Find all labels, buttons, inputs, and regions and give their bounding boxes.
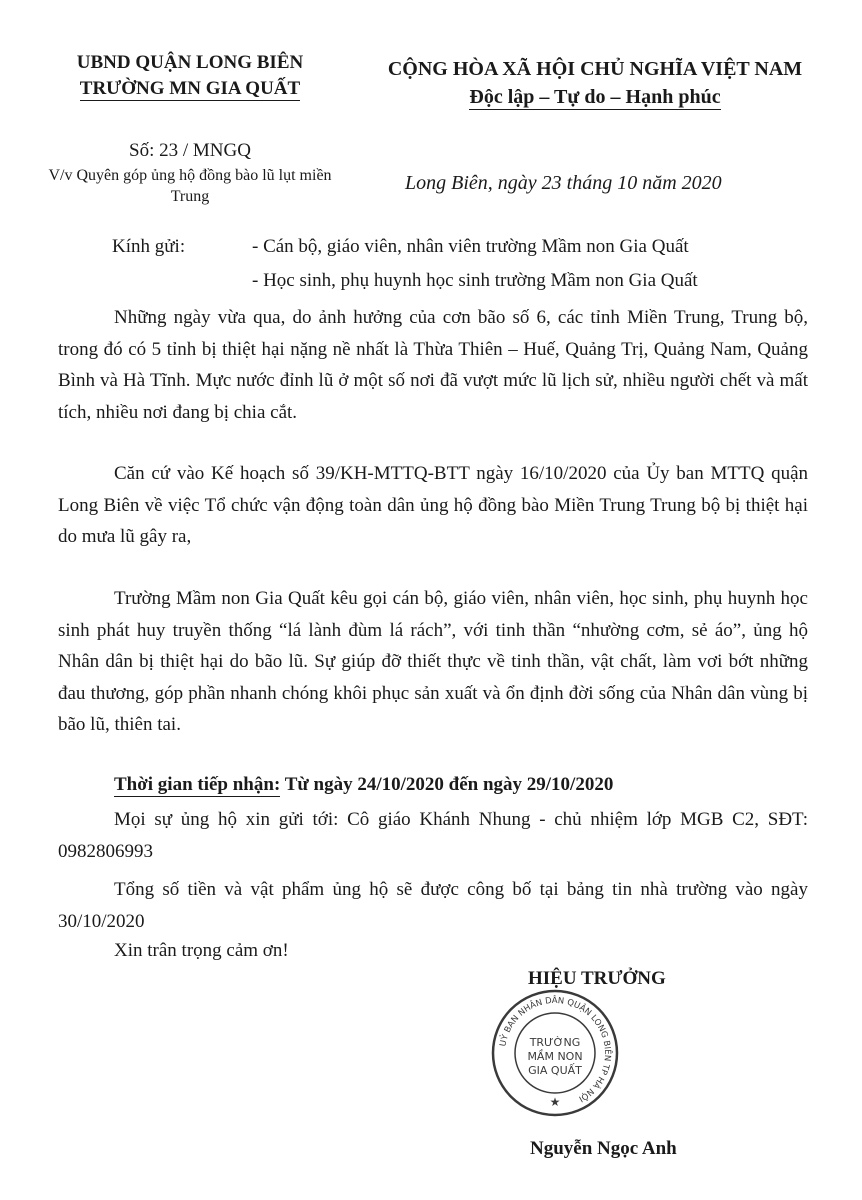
issuing-organization xyxy=(40,50,340,102)
receive-time-label: Thời gian tiếp nhận: xyxy=(114,774,281,795)
org-line1: UBND QUẬN LONG BIÊN xyxy=(76,52,304,73)
stamp-ring-text: UỶ BAN NHÂN DÂN QUẬN LONG BIÊN TP HÀ NỘI xyxy=(498,995,613,1104)
signature-title: HIỆU TRƯỞNG xyxy=(528,968,666,989)
receive-time xyxy=(114,774,613,796)
document-subject: V/v Quyên góp ủng hộ đồng bào lũ lụt miền Trung xyxy=(48,167,332,205)
signatory-name: Nguyễn Ngọc Anh xyxy=(530,1138,677,1159)
date-line: Long Biên, ngày 23 tháng 10 năm 2020 xyxy=(405,172,722,194)
org-line2: TRƯỜNG MN GIA QUẤT xyxy=(79,78,301,99)
receive-time-value: Từ ngày 24/10/2020 đến ngày 29/10/2020 xyxy=(280,774,614,795)
recipient-line-2: - Học sinh, phụ huynh học sinh trường Mầm non Gia Quất xyxy=(252,270,698,291)
stamp-line-2: MẦM NON xyxy=(527,1050,583,1063)
stamp-line-1: TRƯỜNG xyxy=(529,1036,581,1049)
document-number: Số: 23 / MNGQ xyxy=(129,140,251,161)
paragraph-1: Những ngày vừa qua, do ảnh hưởng của cơn bão số 6, các tỉnh Miền Trung, Trung bộ, trong đó có 5 tỉnh bị thiệt hại nặng nề nhất là Thừa Thiên – Huế, Quảng Trị, Quảng Nam, Quảng Bình và Hà Tĩnh. Mực nước đỉnh lũ ở một số nơi đã vượt mức lũ lịch sử, nhiều người chết và mất tích, nhiều nơi đang bị chia cắt. xyxy=(58,307,808,423)
paragraph-2: Căn cứ vào Kế hoạch số 39/KH-MTTQ-BTT ngày 16/10/2020 của Ủy ban MTTQ quận Long Biên về việc Tổ chức vận động toàn dân ủng hộ đồng bào Miền Trung Trung bộ bị thiệt hại do mưa lũ gây ra, xyxy=(58,463,808,547)
thanks-line: Xin trân trọng cảm ơn! xyxy=(114,940,289,961)
paragraph-3: Trường Mầm non Gia Quất kêu gọi cán bộ, giáo viên, nhân viên, học sinh, phụ huynh học sinh phát huy truyền thống “lá lành đùm lá rách”, với tinh thần “nhường cơm, sẻ áo”, ủng hộ Nhân dân bị thiệt hại do bão lũ. Sự giúp đỡ thiết thực về tinh thần, vật chất, làm vơi bớt những đau thương, góp phần nhanh chóng khôi phục sản xuất và ổn định đời sống của Nhân dân vùng bị bão lũ, thiên tai. xyxy=(58,588,808,735)
recipients-label: Kính gửi: xyxy=(112,236,186,257)
announce-line: Tổng số tiền và vật phẩm ủng hộ sẽ được công bố tại bảng tin nhà trường vào ngày 30/10/2020 xyxy=(58,879,808,932)
stamp-line-3: GIA QUẤT xyxy=(528,1064,582,1077)
stamp-star-icon: ★ xyxy=(549,1095,561,1109)
contact-line: Mọi sự ủng hộ xin gửi tới: Cô giáo Khánh Nhung - chủ nhiệm lớp MGB C2, SĐT: 0982806993 xyxy=(58,809,808,862)
nation-line1: CỘNG HÒA XÃ HỘI CHỦ NGHĨA VIỆT NAM xyxy=(387,58,803,80)
national-header xyxy=(360,55,830,111)
nation-motto: Độc lập – Tự do – Hạnh phúc xyxy=(469,86,721,108)
official-stamp xyxy=(490,988,620,1118)
recipient-line-1: - Cán bộ, giáo viên, nhân viên trường Mầm non Gia Quất xyxy=(252,236,689,257)
